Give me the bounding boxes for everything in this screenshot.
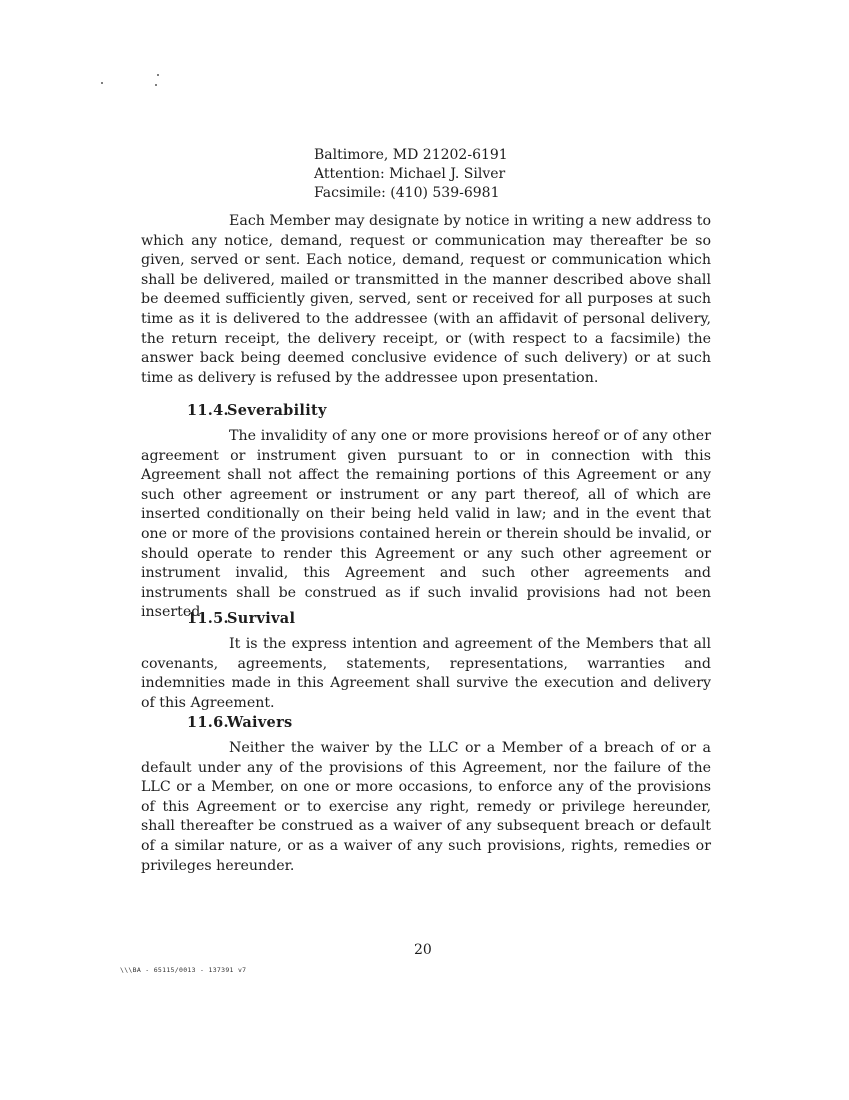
notice-paragraph-text: Each Member may designate by notice in writing a new address to which any notice, demand, request or communication may thereafter be so given, served or sent. Each notice, demand, request or communication which shall be delivered, mailed or transmitted in the manner described above shall be deemed sufficiently given, served, sent or received for all purposes at such time as it is delivered to the addressee (with an affidavit of personal delivery, the return receipt, the delivery receipt, or (with respect to a facsimile) the answer back being deemed conclusive evidence of such delivery) or at such time as delivery is refused by the addressee upon presentation. bbox=[141, 213, 711, 386]
document-footer-code: \\\BA - 65115/0013 - 137391 v7 bbox=[120, 966, 247, 974]
scan-speck bbox=[101, 82, 103, 84]
section-title: Severability bbox=[227, 402, 327, 419]
section-heading-survival bbox=[187, 610, 295, 627]
section-heading-waivers bbox=[187, 714, 292, 731]
notice-paragraph bbox=[141, 212, 711, 388]
section-title: Survival bbox=[227, 610, 296, 627]
section-text: The invalidity of any one or more provisions hereof or of any other agreement or instrument given pursuant to or in connection with this Agreement shall not affect the remaining portions of this Agreement or any such other agreement or instrument or any part thereof, all of which are inserted conditionally on their being held valid in law; and in the event that one or more of the provisions contained herein or therein should be invalid, or should operate to render this Agreement or any such other agreement or instrument invalid, this Agreement and such other agreements and instruments shall be construed as if such invalid provisions had not been inserted. bbox=[141, 428, 711, 621]
section-title: Waivers bbox=[227, 714, 293, 731]
scan-speck bbox=[155, 84, 157, 86]
section-text: Neither the waiver by the LLC or a Member of a breach of or a default under any of the provisions of this Agreement, nor the failure of the LLC or a Member, on one or more occasions, to enforce any of the provisions of this Agreement or to exercise any right, remedy or privilege hereunder, shall thereafter be construed as a waiver of any subsequent breach or default of a similar nature, or as a waiver of any such provisions, rights, remedies or privileges hereunder. bbox=[141, 740, 711, 874]
page-number: 20 bbox=[414, 942, 432, 958]
severability-paragraph bbox=[141, 427, 711, 623]
address-attention-line: Attention: Michael J. Silver bbox=[314, 166, 506, 182]
waivers-paragraph bbox=[141, 739, 711, 876]
section-number: 11.6. bbox=[187, 714, 229, 731]
section-heading-severability bbox=[187, 402, 327, 419]
address-city-line: Baltimore, MD 21202-6191 bbox=[314, 147, 508, 163]
address-facsimile-line: Facsimile: (410) 539-6981 bbox=[314, 185, 500, 201]
section-number: 11.5. bbox=[187, 610, 229, 627]
address-block bbox=[314, 146, 508, 203]
section-text: It is the express intention and agreement of the Members that all covenants, agreements, statements, representations, warranties and indemnities made in this Agreement shall survive the execution and delivery of this Agreement. bbox=[141, 636, 711, 711]
scan-speck bbox=[157, 74, 159, 76]
survival-paragraph bbox=[141, 635, 711, 713]
section-number: 11.4. bbox=[187, 402, 229, 419]
